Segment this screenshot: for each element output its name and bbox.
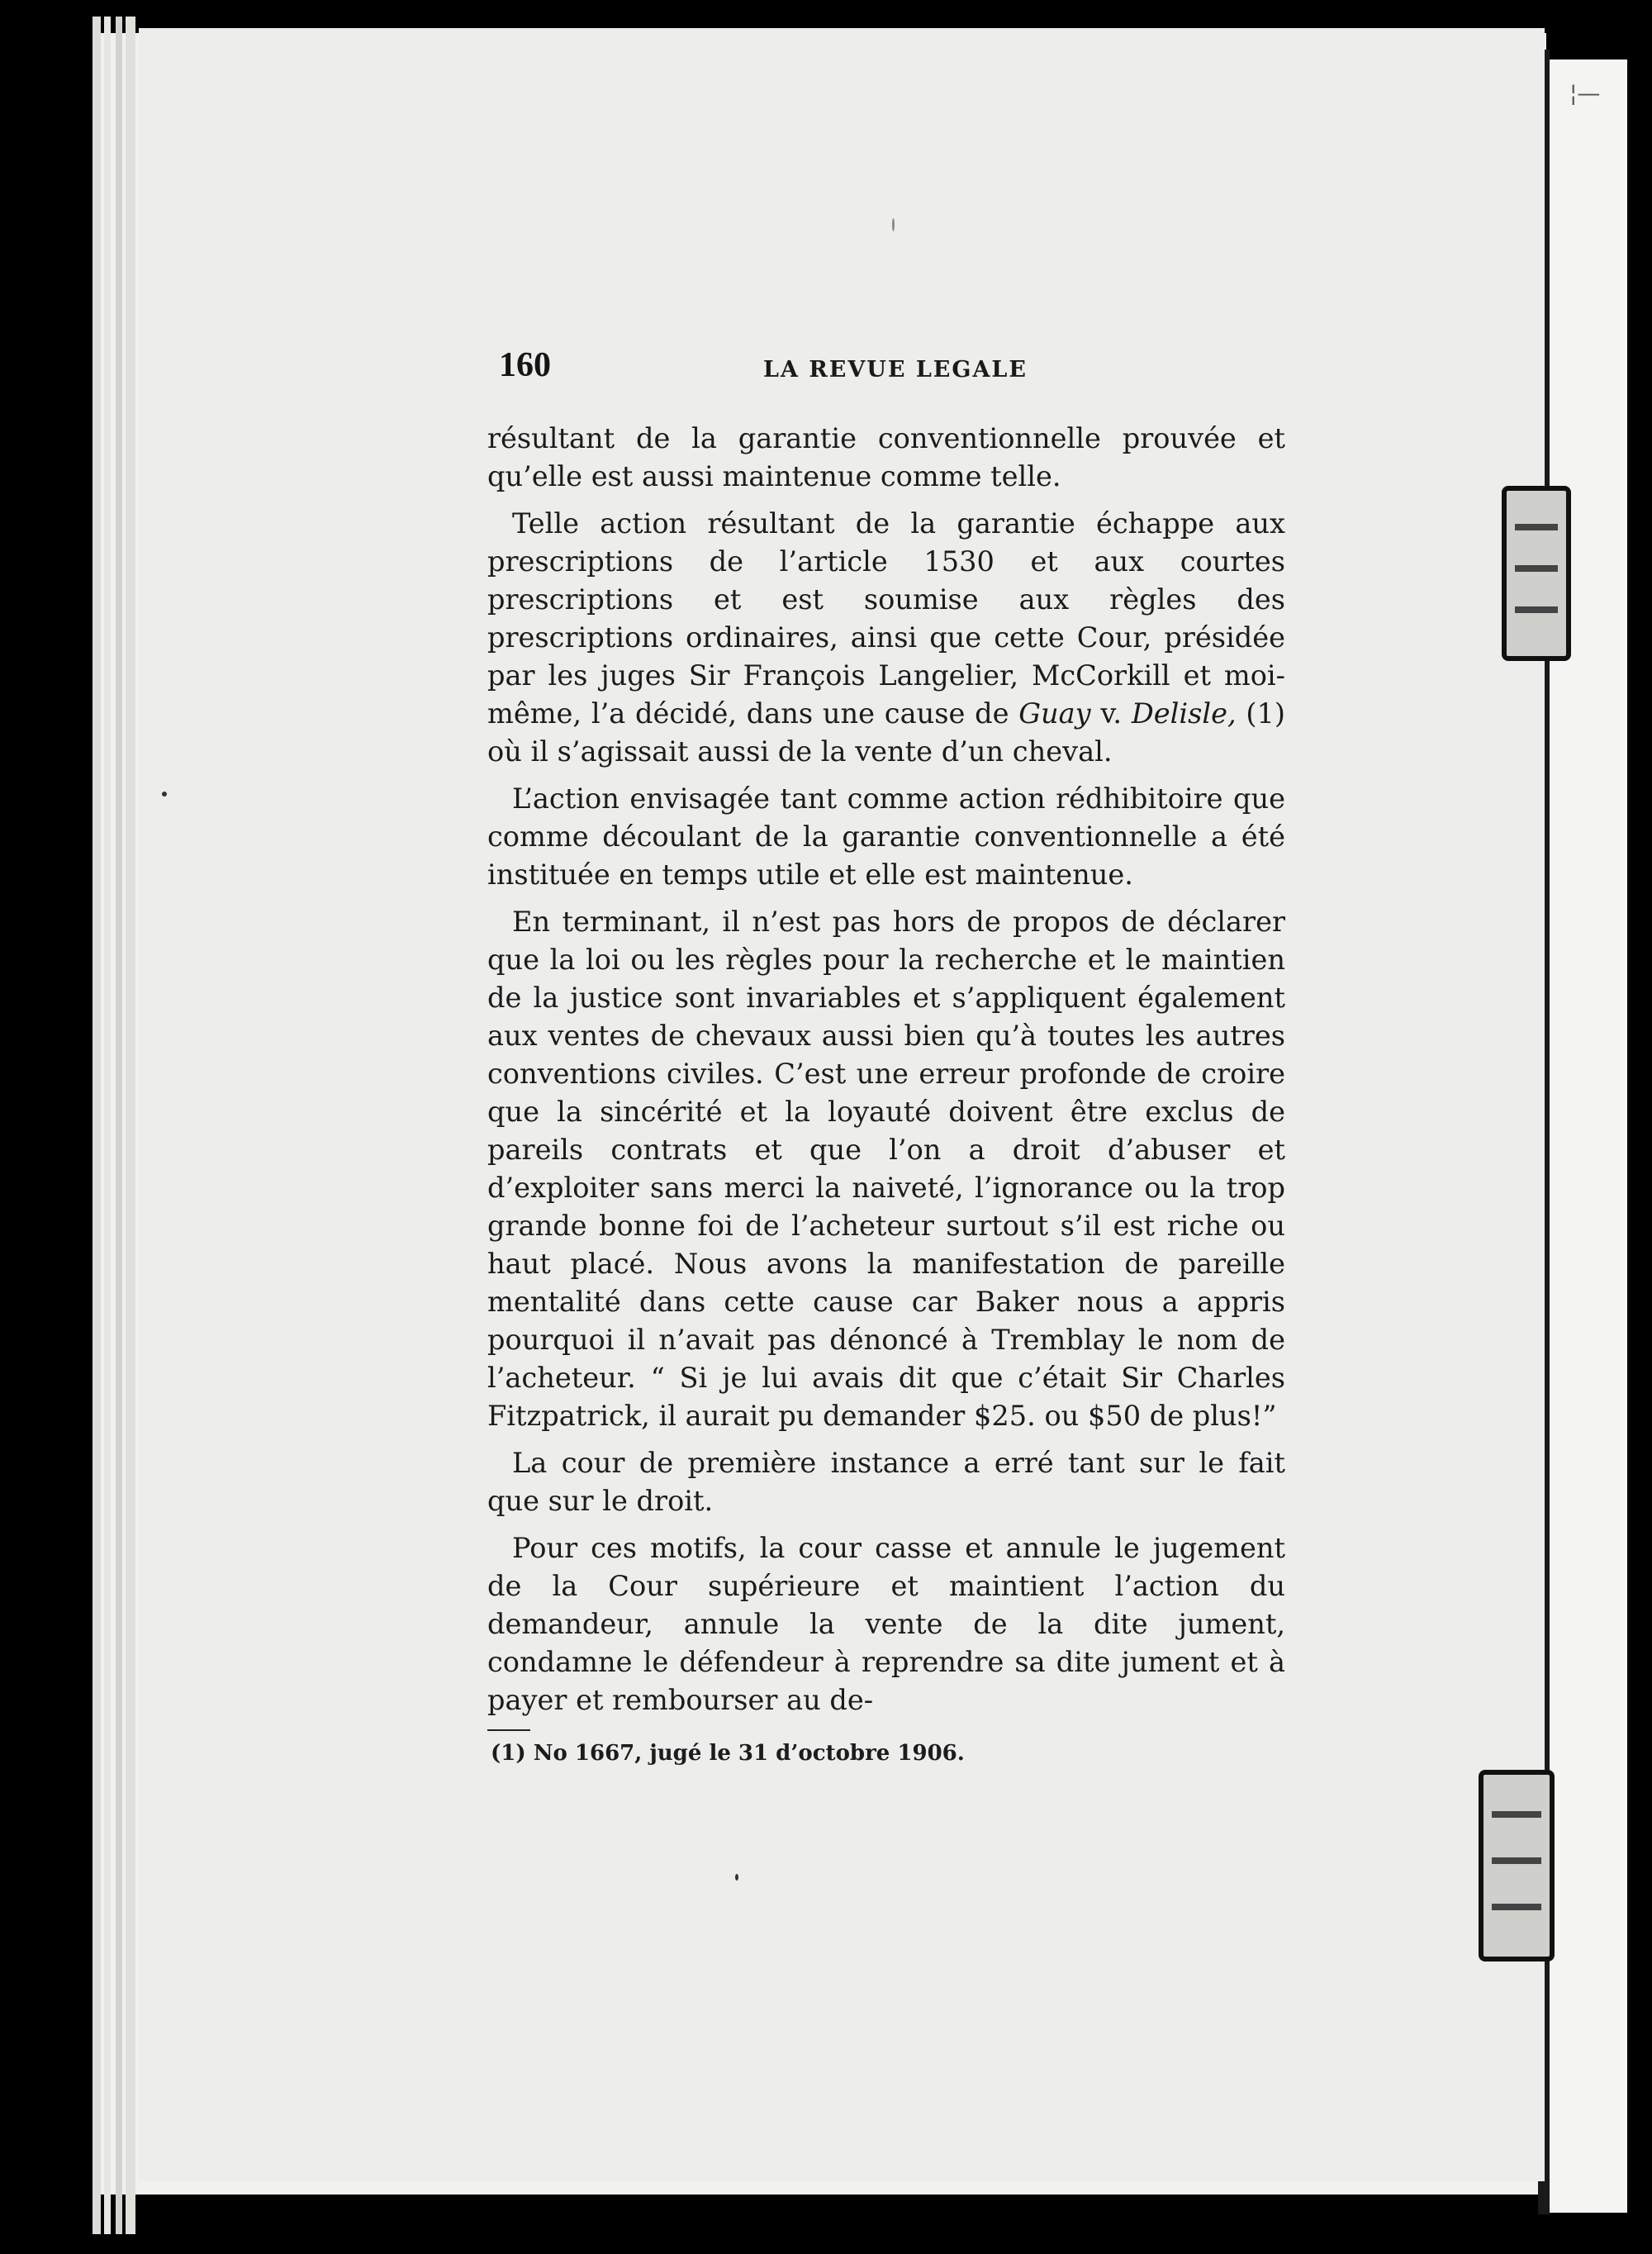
paragraph-prescription xyxy=(487,505,1285,771)
paragraph-conclusion: En terminant, il n’est pas hors de propos de déclarer que la loi ou les règles pour la recherche et le maintien de la justice sont invariables et s’appliquent également aux ventes de chevaux aussi bien qu’à toutes les autres conventions civiles. C’est une erreur profonde de croire que la sincérité et la loyauté doivent être exclus de pareils contrats et que l’on a droit d’abuser et d’exploiter sans merci la naiveté, l’ignorance ou la trop grande bonne foi de l’acheteur surtout s’il est riche ou haut placé. Nous avons la manifestation de pareille mentalité dans cette cause car Baker nous a appris pourquoi il n’avait pas dénoncé à Tremblay le nom de l’acheteur. “ Si je lui avais dit que c’était Sir Charles Fitzpatrick, il aurait pu demander $25. ou $50 de plus!” xyxy=(487,906,1285,1432)
case-name-second: Delisle, xyxy=(1131,697,1237,730)
paragraph-prescription-text: Telle action résultant de la garantie échappe aux prescriptions de l’article 1530 et aux courtes prescriptions et est soumise aux règles des prescriptions ordinaires, ainsi que cette Cour, présidée par les juges Sir François Langelier, McCorkill et moi-même, l’a décidé, dans une cause de xyxy=(487,507,1285,730)
paragraph-action: L’action envisagée tant comme action rédhibitoire que comme découlant de la garantie conventionnelle a été instituée en temps utile et elle est maintenue. xyxy=(487,782,1285,891)
binder-clip-bottom xyxy=(1479,1770,1555,1962)
running-header xyxy=(0,345,1652,395)
paragraph-continuation: résultant de la garantie conventionnelle prouvée et qu’elle est aussi maintenue comme telle. xyxy=(487,422,1285,492)
paragraph-first-instance: La cour de première instance a erré tant sur le fait que sur le droit. xyxy=(487,1447,1285,1517)
clip-bar xyxy=(1492,1857,1541,1864)
facing-page-mark: ¦— xyxy=(1569,79,1601,107)
clip-bar xyxy=(1515,606,1558,613)
clip-bar xyxy=(1492,1811,1541,1818)
clip-bar xyxy=(1515,565,1558,572)
paragraph-judgment: Pour ces motifs, la cour casse et annule le jugement de la Cour supérieure et maintient l’action du demandeur, annule la vente de la dite jument, condamne le défendeur à reprendre sa dite jument et à payer et rembourser au de- xyxy=(487,1532,1285,1716)
case-name-first: Guay xyxy=(1018,697,1091,730)
citation-tail: (1) où il s’agissait aussi de la vente d’un cheval. xyxy=(487,697,1285,768)
scan-speck xyxy=(892,218,895,231)
footnote-rule xyxy=(487,1729,530,1731)
body-text xyxy=(487,420,1285,1729)
binder-clip-top xyxy=(1502,486,1571,661)
clip-bar xyxy=(1515,524,1558,530)
scan-speck xyxy=(735,1874,738,1881)
scan-speck xyxy=(162,792,167,797)
case-versus: v. xyxy=(1090,697,1132,730)
footnote: (1) No 1667, jugé le 31 d’octobre 1906. xyxy=(491,1741,965,1766)
journal-title: LA REVUE LEGALE xyxy=(763,357,1028,383)
clip-bar xyxy=(1492,1904,1541,1910)
page-number: 160 xyxy=(499,346,551,384)
